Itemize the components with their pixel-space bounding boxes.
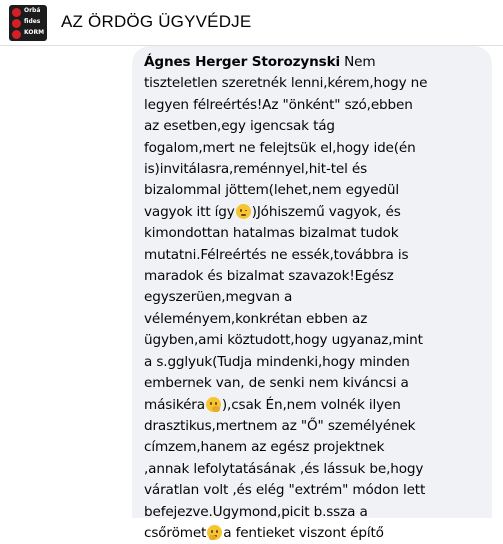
comment-line: drasztikus,mertnem az "Ő" személyének: [144, 417, 416, 434]
comment-line: fogalom,mert ne felejtsük el,hogy ide(én: [144, 139, 416, 156]
comment-body: [144, 52, 428, 544]
comment-line: címzem,hanem az egész projektnek: [144, 439, 385, 456]
face-with-hand-over-mouth-emoji-icon: [206, 397, 221, 412]
comment-line: [144, 395, 424, 416]
comment-line: az esetben,egy igencsak tág: [144, 118, 335, 135]
thumbnail-text: KORM: [24, 29, 45, 36]
comment-author[interactable]: Ágnes Herger Storozynski: [144, 54, 340, 70]
comment-line: kimondottan hatalmas bizalmat tudok: [144, 225, 399, 242]
comment-line: véleményem,konkrétan ebben az: [144, 310, 368, 327]
comment-line: embernek van, de senki nem kiváncsi a: [144, 375, 409, 392]
red-dot-icon: [12, 8, 21, 17]
comment-text: csőrömet: [144, 524, 207, 541]
group-header: [0, 0, 503, 46]
red-dot-icon: [12, 19, 21, 28]
comment-text: a fentieket viszont építő: [223, 524, 384, 541]
thinking-face-emoji-icon: [207, 525, 222, 540]
thumbnail-row: [12, 8, 46, 17]
comment-line: ,annak lefolytatásának ,és lássuk be,hogy: [144, 460, 424, 477]
group-cover-thumbnail[interactable]: [9, 5, 47, 41]
thumbnail-text: Orbá: [24, 7, 41, 14]
comment-line: maradok és bizalmat szavazok!Egész: [144, 268, 394, 285]
thumbnail-row: [12, 30, 46, 39]
comment-line: legyen félreértés!Az "önként" szó,ebben: [144, 96, 413, 113]
comment-line: tiszteletlen szeretnék lenni,kérem,hogy ne: [144, 75, 428, 92]
comment-line: bizalommal jöttem(lehet,nem egyedül: [144, 182, 400, 199]
comment-line: mutatni.Félreértés ne essék,továbbra is: [144, 246, 409, 263]
comment-text: másikéra: [144, 396, 205, 413]
comment-text: )Jóhiszemű vagyok, és: [251, 203, 401, 220]
comment-line: befejezve.Ugymond,picit b.ssza a: [144, 503, 368, 520]
comment-thread: [0, 46, 503, 541]
comment-line: is)invitálasra,reménnyel,hit-tel és: [144, 161, 368, 178]
comment-line: [144, 523, 424, 544]
thumbnail-text: fides: [24, 18, 41, 25]
comment-line: [144, 52, 424, 73]
group-title[interactable]: AZ ÖRDÖG ÜGYVÉDJE: [61, 12, 252, 31]
comment-line: ügyben,ami köztudott,hogy ugyanaz,mint: [144, 332, 423, 349]
winking-face-emoji-icon: [236, 204, 251, 219]
comment-line: [144, 202, 424, 223]
comment-line: váratlan volt ,és elég "extrém" módon lett: [144, 482, 426, 499]
comment-text: vagyok itt így: [144, 203, 235, 220]
comment-line: egyszerüen,megvan a: [144, 289, 293, 306]
comment-line: a s.gglyuk(Tudja mindenki,hogy minden: [144, 353, 410, 370]
thumbnail-row: [12, 19, 46, 28]
red-dot-icon: [12, 30, 21, 39]
comment-text: Nem: [339, 54, 376, 70]
comment-text: ),csak Én,nem volnék ilyen: [221, 396, 401, 413]
